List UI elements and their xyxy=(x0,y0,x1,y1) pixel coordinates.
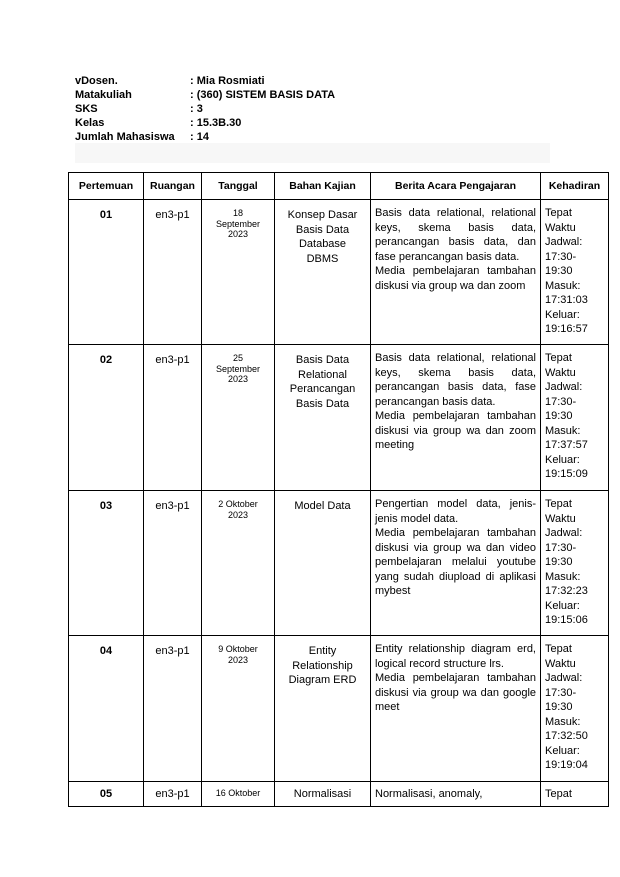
attendance-line: Waktu xyxy=(545,366,576,379)
date-line: September xyxy=(215,218,261,229)
date-line: 25 xyxy=(232,353,243,363)
attendance xyxy=(541,636,609,782)
report-paragraph: Normalisasi, anomaly, xyxy=(375,788,483,800)
meeting-number: 05 xyxy=(69,782,144,807)
jumlah-label: Jumlah Mahasiswa xyxy=(75,131,175,143)
attendance-line: 17:32:23 xyxy=(545,585,588,597)
attendance-line: Masuk: xyxy=(545,570,581,583)
date-line: September xyxy=(215,363,261,374)
dosen-row xyxy=(75,74,550,88)
attendance xyxy=(541,782,609,807)
attendance-line: 19:30 xyxy=(545,410,573,422)
material-line: DBMS xyxy=(306,252,339,265)
report-paragraph: Entity relationship diagram erd, logical record structure lrs. xyxy=(375,643,536,670)
meeting-number: 03 xyxy=(69,491,144,636)
material-line: Relationship xyxy=(292,659,353,672)
report-paragraph: Media pembelajaran tambahan diskusi via group wa dan zoom xyxy=(375,265,536,292)
report-paragraph: Basis data relational, relational keys, skema basis data, perancangan basis data, fase perancangan basis data. xyxy=(375,352,536,408)
attendance-line: 17:30- xyxy=(545,541,577,554)
attendance-line: 17:31:03 xyxy=(545,294,588,306)
attendance-line: Keluar: xyxy=(545,308,580,321)
material-line: Model Data xyxy=(294,500,351,512)
room: en3-p1 xyxy=(144,345,202,491)
attendance-line: Jadwal: xyxy=(545,527,583,539)
col-header-pertemuan: Pertemuan xyxy=(69,173,144,200)
col-header-kehadiran: Kehadiran xyxy=(541,173,609,200)
attendance-line: Keluar: xyxy=(545,744,580,757)
material-line: Relational xyxy=(298,368,347,381)
date xyxy=(202,345,275,491)
table-header-row xyxy=(69,173,609,200)
attendance xyxy=(541,200,609,345)
report-paragraph: Pengertian model data, jenis-jenis model data. xyxy=(375,498,536,525)
attendance-line: Tepat xyxy=(545,352,572,364)
material xyxy=(275,200,371,345)
table-row xyxy=(69,782,609,807)
material-line: Basis Data xyxy=(295,354,350,366)
teaching-report xyxy=(371,345,541,491)
attendance-line: 19:15:06 xyxy=(545,614,588,626)
attendance-line: 17:30- xyxy=(545,686,577,699)
table-row xyxy=(69,636,609,782)
matkul-row xyxy=(75,88,550,102)
attendance-line: Tepat xyxy=(545,788,572,800)
meeting-number: 02 xyxy=(69,345,144,491)
teaching-report xyxy=(371,782,541,807)
attendance-line: 17:30- xyxy=(545,250,577,263)
report-paragraph: Media pembelajaran tambahan diskusi via group wa dan google meet xyxy=(375,672,536,713)
material xyxy=(275,491,371,636)
meeting-number: 04 xyxy=(69,636,144,782)
attendance-line: 17:37:57 xyxy=(545,439,588,451)
attendance xyxy=(541,345,609,491)
report-paragraph: Media pembelajaran tambahan diskusi via group wa dan video pembelajaran melalui youtube yang sudah diupload di aplikasi mybest xyxy=(375,527,536,597)
material-line: Normalisasi xyxy=(293,788,352,800)
attendance-line: Waktu xyxy=(545,221,576,234)
report-paragraph: Basis data relational, relational keys, skema basis data, perancangan basis data, dan fase perancangan basis data. xyxy=(375,207,536,263)
table-row xyxy=(69,491,609,636)
table-row xyxy=(69,200,609,345)
attendance-line: Jadwal: xyxy=(545,381,583,393)
room: en3-p1 xyxy=(144,200,202,345)
room: en3-p1 xyxy=(144,636,202,782)
material xyxy=(275,636,371,782)
attendance-line: Waktu xyxy=(545,512,576,525)
attendance-line: Jadwal: xyxy=(545,236,583,248)
material-line: Perancangan xyxy=(289,383,356,395)
date-line: 2 Oktober xyxy=(218,499,258,509)
teaching-report xyxy=(371,491,541,636)
material-line: Entity xyxy=(308,645,337,657)
attendance-line: 19:30 xyxy=(545,265,573,277)
material-line: Basis Data xyxy=(295,223,350,236)
attendance-table xyxy=(68,172,609,807)
date xyxy=(202,491,275,636)
date-line: 18 xyxy=(232,208,243,218)
attendance xyxy=(541,491,609,636)
attendance-line: Keluar: xyxy=(545,599,580,612)
col-header-ruangan: Ruangan xyxy=(144,173,202,200)
attendance-line: Masuk: xyxy=(545,424,581,437)
kelas-row xyxy=(75,116,550,130)
material-line: Konsep Dasar xyxy=(287,209,358,221)
date-line: 16 Oktober xyxy=(215,788,261,798)
material xyxy=(275,782,371,807)
attendance-line: Keluar: xyxy=(545,453,580,466)
sks-value: : 3 xyxy=(190,103,203,115)
attendance-line: Tepat xyxy=(545,643,572,655)
attendance-line: Masuk: xyxy=(545,715,581,728)
sks-row xyxy=(75,102,550,116)
date-line: 2023 xyxy=(227,509,249,520)
date-line: 9 Oktober xyxy=(218,644,258,654)
kelas-value: : 15.3B.30 xyxy=(190,117,242,129)
col-header-bahan-kajian: Bahan Kajian xyxy=(275,173,371,200)
attendance-line: Masuk: xyxy=(545,279,581,292)
header-shading xyxy=(75,143,550,163)
room: en3-p1 xyxy=(144,491,202,636)
matkul-label: Matakuliah xyxy=(75,89,132,101)
col-header-berita-acara: Berita Acara Pengajaran xyxy=(371,173,541,200)
attendance-line: 19:30 xyxy=(545,556,573,568)
attendance-line: Jadwal: xyxy=(545,672,583,684)
attendance-line: Tepat xyxy=(545,207,572,219)
dosen-value: : Mia Rosmiati xyxy=(190,75,265,87)
attendance-line: 17:30- xyxy=(545,395,577,408)
jumlah-row xyxy=(75,130,550,144)
room: en3-p1 xyxy=(144,782,202,807)
date xyxy=(202,782,275,807)
material-line: Database xyxy=(298,238,347,250)
material-line: Diagram ERD xyxy=(288,674,357,686)
meeting-number: 01 xyxy=(69,200,144,345)
col-header-tanggal: Tanggal xyxy=(202,173,275,200)
date-line: 2023 xyxy=(227,229,249,239)
attendance-line: Tepat xyxy=(545,498,572,510)
sks-label: SKS xyxy=(75,103,98,115)
table-row xyxy=(69,345,609,491)
teaching-report xyxy=(371,200,541,345)
jumlah-value: : 14 xyxy=(190,131,209,143)
attendance-line: 19:30 xyxy=(545,701,573,713)
document-header xyxy=(75,74,550,144)
dosen-label: vDosen. xyxy=(75,75,118,87)
date xyxy=(202,636,275,782)
attendance-line: 19:19:04 xyxy=(545,759,588,771)
matkul-value: : (360) SISTEM BASIS DATA xyxy=(190,89,336,101)
material-line: Basis Data xyxy=(295,397,350,410)
teaching-report xyxy=(371,636,541,782)
date-line: 2023 xyxy=(227,374,249,384)
date xyxy=(202,200,275,345)
attendance-line: Waktu xyxy=(545,657,576,670)
material xyxy=(275,345,371,491)
attendance-line: 19:16:57 xyxy=(545,323,588,335)
date-line: 2023 xyxy=(227,654,249,665)
attendance-line: 19:15:09 xyxy=(545,468,588,480)
attendance-line: 17:32:50 xyxy=(545,730,588,742)
report-paragraph: Media pembelajaran tambahan diskusi via group wa dan zoom meeting xyxy=(375,410,536,451)
kelas-label: Kelas xyxy=(75,117,105,129)
